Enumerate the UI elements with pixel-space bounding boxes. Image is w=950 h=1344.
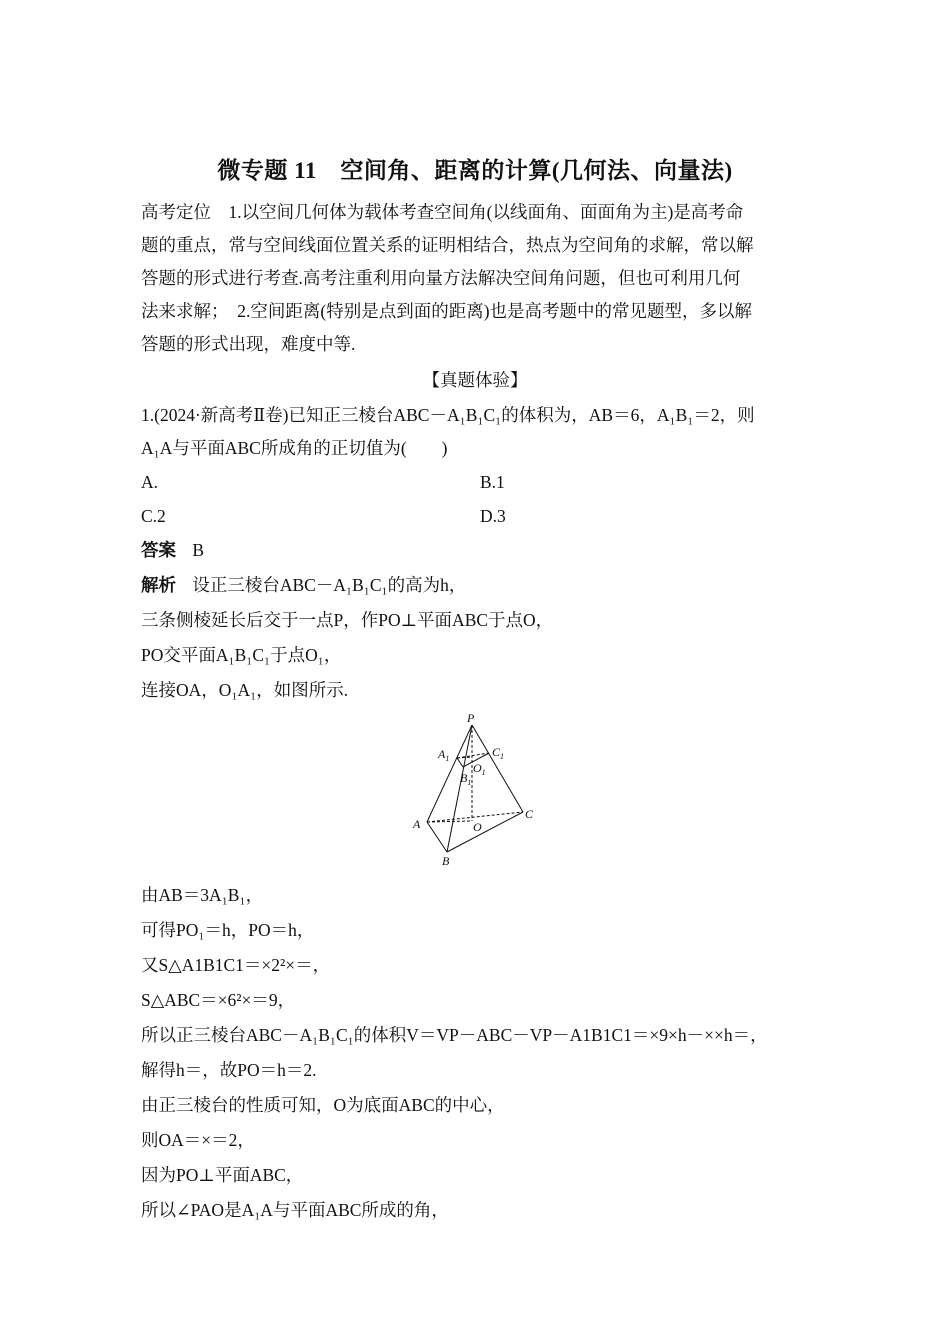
problem-line-2: A₁A与平面ABC所成角的正切值为( ) [141,438,448,458]
derivation-line-9: 因为PO⊥平面ABC， [141,1165,304,1185]
derivation-line-3: 又S△A1B1C1＝×2²×＝， [141,955,331,975]
solution-line-1 [141,573,466,597]
answer-value: B [192,540,205,560]
option-a: A. [141,472,159,492]
solution-line-2: 三条侧棱延长后交于一点P，作PO⊥平面ABC于点O， [141,610,554,630]
derivation-line-8: 则OA＝×＝2， [141,1130,255,1150]
problem-line-1: 1.(2024·新高考Ⅱ卷)已知正三棱台ABC－A₁B₁C₁的体积为，AB＝6，A₁B₁＝2，则 [141,405,755,425]
intro-line-4: 法来求解； 2.空间距离(特别是点到面的距离)也是高考题中的常见题型，多以解 [141,301,753,321]
frustum-diagram [405,710,550,875]
solution-text: 设正三棱台ABC－A₁B₁C₁的高为h， [192,575,467,595]
option-b: B.1 [480,472,505,492]
intro-line-2: 题的重点，常与空间线面位置关系的证明相结合，热点为空间角的求解，常以解 [141,235,754,255]
label-a1: $A_1$ [438,747,450,763]
derivation-line-1: 由AB＝3A₁B₁， [141,885,264,905]
intro-line-1: 高考定位 1.以空间几何体为载体考查空间角(以线面角、面面角为主)是高考命 [141,202,744,222]
option-d: D.3 [480,506,506,526]
intro-line-5: 答题的形式出现，难度中等. [141,334,356,354]
label-c: C [525,807,534,821]
label-b: B [442,854,450,868]
solution-line-4: 连接OA，O₁A₁，如图所示. [141,680,349,700]
derivation-line-7: 由正三棱台的性质可知，O为底面ABC的中心， [141,1095,505,1115]
intro-line-3: 答题的形式进行考查.高考注重利用向量方法解决空间角问题，但也可利用几何 [141,268,741,288]
label-o: O [473,820,482,834]
derivation-line-10: 所以∠PAO是A₁A与平面ABC所成的角， [141,1200,449,1220]
derivation-line-4: S△ABC＝×6²×＝9， [141,990,296,1010]
label-o1: $O_1$ [473,761,486,777]
derivation-line-2: 可得PO₁＝h，PO＝h， [141,920,315,940]
label-a: A [413,817,421,831]
answer-line [141,538,204,562]
solution-line-3: PO交平面A₁B₁C₁于点O₁， [141,645,342,665]
frustum-figure [405,710,550,875]
label-c1: $C_1$ [492,745,505,761]
derivation-line-6: 解得h＝，故PO＝h＝2. [141,1060,317,1080]
section-title: 【真题体验】 [422,370,528,390]
label-p: P [467,711,475,725]
page-title: 微专题 11 空间角、距离的计算(几何法、向量法) [217,158,733,183]
solution-label: 解析 [141,575,176,595]
option-c: C.2 [141,506,166,526]
answer-label: 答案 [141,540,176,560]
label-b1: $B_1$ [460,771,472,787]
derivation-line-5: 所以正三棱台ABC－A₁B₁C₁的体积V＝VP－ABC－VP－A1B1C1＝×9×h－××h＝， [141,1025,768,1045]
